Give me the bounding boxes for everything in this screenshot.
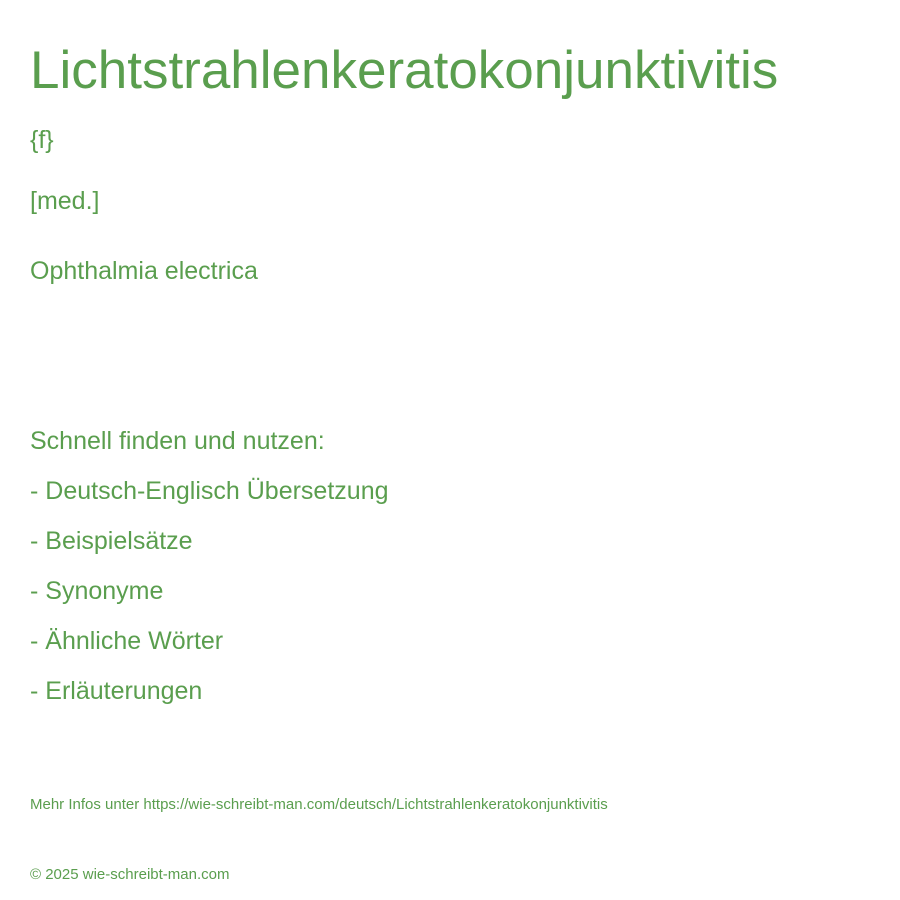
copyright-notice: © 2025 wie-schreibt-man.com	[30, 866, 230, 883]
quick-links-list	[30, 476, 389, 726]
domain-label: [med.]	[30, 187, 100, 215]
quick-link-synonyms: - Synonyme	[30, 577, 164, 605]
quick-links-heading: Schnell finden und nutzen:	[30, 427, 325, 455]
more-info-text: Mehr Infos unter https://wie-schreibt-man.com/deutsch/Lichtstrahlenkeratokonjunktivitis	[30, 796, 608, 813]
quick-link-example-sentences: - Beispielsätze	[30, 527, 193, 555]
translation-text: Ophthalmia electrica	[30, 257, 258, 285]
quick-link-explanations: - Erläuterungen	[30, 677, 203, 705]
page-title: Lichtstrahlenkeratokonjunktivitis	[30, 41, 779, 100]
quick-link-similar-words: - Ähnliche Wörter	[30, 627, 224, 655]
gender-label: {f}	[30, 126, 54, 154]
quick-link-translation: - Deutsch-Englisch Übersetzung	[30, 477, 389, 505]
